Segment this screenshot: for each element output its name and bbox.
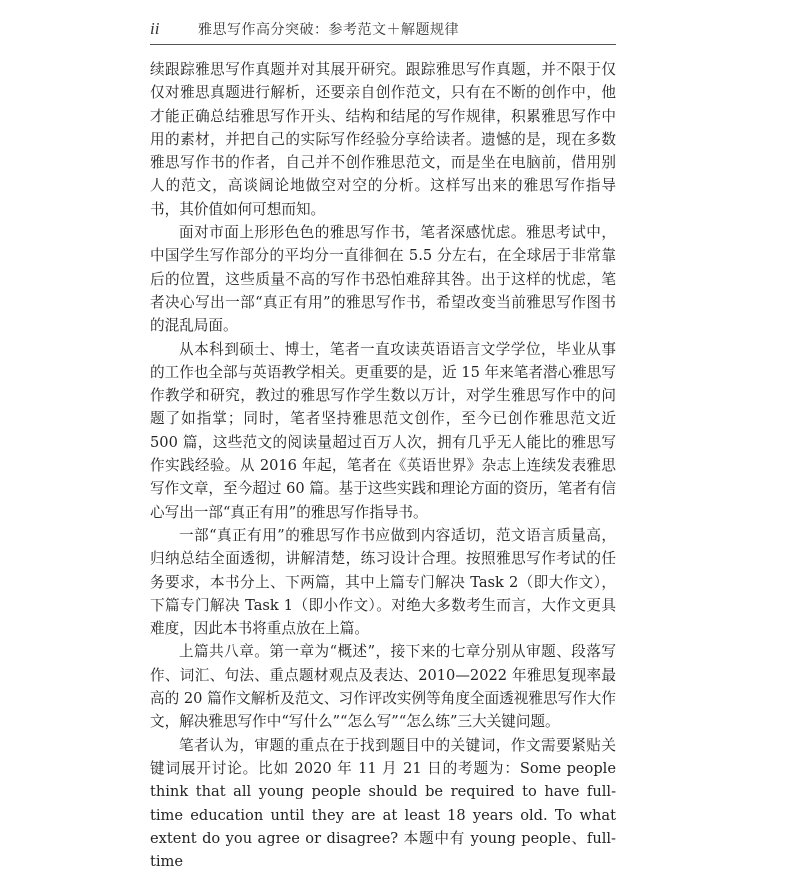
page-number: ii: [150, 19, 160, 38]
paragraph-continuation: 续跟踪雅思写作真题并对其展开研究。跟踪雅思写作真题，并不限于仅仅对雅思真题进行解析，还要亲自创作范文，只有在不断的创作中，他才能正确总结雅思写作开头、结构和结尾的写作规律，积累雅思写作中用的素材，并把自己的实际写作经验分享给读者。遗憾的是，现在多数雅思写作书的作者，自己并不创作雅思范文，而是坐在电脑前，借用别人的范文，高谈阔论地做空对空的分析。这样写出来的雅思写作指导书，其价值如何可想而知。: [150, 61, 616, 218]
paragraph-author-background: 从本科到硕士、博士，笔者一直攻读英语语言文学学位，毕业从事的工作也全部与英语教学相关。更重要的是，近 15 年来笔者潜心雅思写作教学和研究，教过的雅思写作学生数以万计，对学生雅思写作中的问题了如指掌；同时，笔者坚持雅思范文创作，至今已创作雅思范文近 500 篇，这些范文的阅读量超过百万人次，拥有几乎无人能比的雅思写作实践经验。从 2016 年起，笔者在《英语世界》杂志上连续发表雅思写作文章，至今超过 60 篇。基于这些实践和理论方面的资历，笔者有信心写出一部“真正有用”的雅思写作指导书。: [150, 340, 616, 521]
body-text: [150, 58, 616, 873]
running-header: [150, 14, 650, 44]
paragraph-topic-analysis: 笔者认为，审题的重点在于找到题目中的关键词，作文需要紧贴关键词展开讨论。比如 2020 年 11 月 21 日的考题为：Some people think that all young people should be required to have full-time education until they are at least 18 years old. To what extent do you agree or disagree? 本题中有 young people、full-time: [150, 736, 616, 871]
paragraph-part-one-overview: 上篇共八章。第一章为“概述”，接下来的七章分别从审题、段落写作、词汇、句法、重点题材观点及表达、2010—2022 年雅思复现率最高的 20 篇作文解析及范文、习作评改实例等角度全面透视雅思写作大作文，解决雅思写作中“写什么”“怎么写”“怎么练”三大关键问题。: [150, 643, 616, 731]
paragraph-market-concern: 面对市面上形形色色的雅思写作书，笔者深感忧虑。雅思考试中，中国学生写作部分的平均分一直徘徊在 5.5 分左右，在全球居于非常靠后的位置，这些质量不高的写作书恐怕难辞其咎。出于这样的忧虑，笔者决心写出一部“真正有用”的雅思写作书，希望改变当前雅思写作图书的混乱局面。: [150, 224, 616, 335]
book-title: 雅思写作高分突破：参考范文＋解题规律: [198, 22, 459, 38]
paragraph-book-design: 一部“真正有用”的雅思写作书应做到内容适切，范文语言质量高，归纳总结全面透彻，讲解清楚，练习设计合理。按照雅思写作考试的任务要求，本书分上、下两篇，其中上篇专门解决 Task 2（即大作文），下篇专门解决 Task 1（即小作文）。对绝大多数考生而言，大作文更具难度，因此本书将重点放在上篇。: [150, 526, 616, 638]
header-divider: [150, 44, 616, 45]
